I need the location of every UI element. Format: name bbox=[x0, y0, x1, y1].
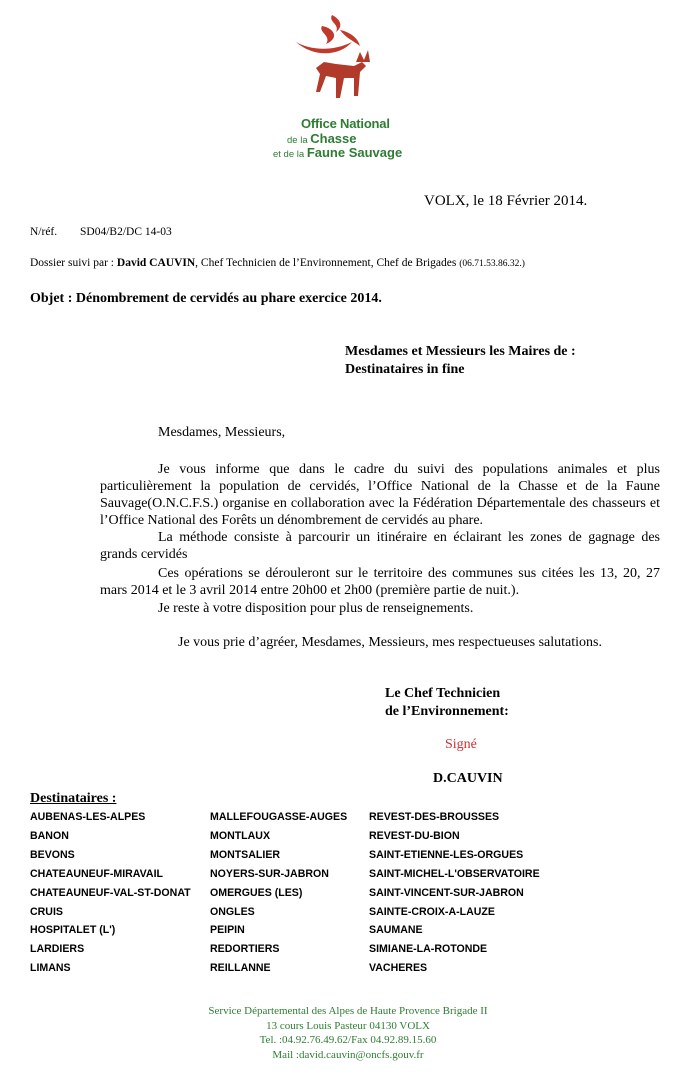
recipients-column-2 bbox=[210, 808, 347, 978]
reference-label: N/réf. bbox=[30, 226, 58, 238]
recipient-commune: BANON bbox=[30, 829, 69, 842]
recipient-commune: MONTLAUX bbox=[210, 829, 271, 842]
salutation: Mesdames, Messieurs, bbox=[158, 425, 286, 440]
recipient-commune: LARDIERS bbox=[30, 943, 85, 956]
dossier-line bbox=[30, 257, 525, 269]
recipients-column-1 bbox=[30, 808, 191, 978]
recipient-commune: SAINT-VINCENT-SUR-JABRON bbox=[369, 886, 524, 899]
recipient-commune: NOYERS-SUR-JABRON bbox=[210, 867, 329, 880]
deer-emblem-icon bbox=[270, 12, 430, 112]
letter-subject: Objet : Dénombrement de cervidés au phare exercice 2014. bbox=[30, 291, 382, 306]
recipient-commune: PEIPIN bbox=[210, 924, 245, 937]
recipient-commune: SAINTE-CROIX-A-LAUZE bbox=[369, 905, 495, 918]
recipient-commune: REILLANNE bbox=[210, 962, 271, 975]
logo-line-3: et de la Faune Sauvage bbox=[273, 145, 403, 160]
recipient-commune: VACHERES bbox=[369, 962, 428, 975]
signature-title-line-1: Le Chef Technicien bbox=[385, 686, 501, 701]
recipient-commune: BEVONS bbox=[30, 848, 75, 861]
signatory-name: D.CAUVIN bbox=[433, 771, 503, 786]
recipient-commune: ONGLES bbox=[210, 905, 255, 918]
dossier-phone: (06.71.53.86.32.) bbox=[459, 259, 525, 269]
signature-title-line-2: de l’Environnement: bbox=[385, 704, 509, 719]
footer-service: Service Départemental des Alpes de Haute Provence Brigade II bbox=[208, 1005, 488, 1017]
letter-date: VOLX, le 18 Février 2014. bbox=[424, 193, 588, 209]
recipients-heading: Destinataires : bbox=[30, 791, 117, 806]
dossier-prefix: Dossier suivi par : bbox=[30, 257, 117, 269]
recipient-commune: REVEST-DU-BION bbox=[369, 829, 460, 842]
oncfs-logo bbox=[270, 12, 430, 164]
reference-value: SD04/B2/DC 14-03 bbox=[80, 226, 172, 238]
recipient-commune: CRUIS bbox=[30, 905, 63, 918]
recipient-line-2: Destinataires in fine bbox=[345, 362, 465, 377]
recipient-block bbox=[345, 343, 576, 379]
footer-address: 13 cours Louis Pasteur 04130 VOLX bbox=[266, 1019, 430, 1032]
signed-mark: Signé bbox=[445, 737, 477, 752]
recipient-commune: REVEST-DES-BROUSSES bbox=[369, 811, 500, 823]
logo-line-1: Office National bbox=[301, 116, 390, 131]
recipients-column-3 bbox=[369, 808, 540, 978]
footer-phone: Tel. :04.92.76.49.62/Fax 04.92.89.15.60 bbox=[259, 1034, 437, 1046]
recipient-commune: CHATEAUNEUF-VAL-ST-DONAT bbox=[30, 886, 191, 899]
recipient-commune: MALLEFOUGASSE-AUGES bbox=[210, 811, 348, 823]
recipient-commune: SAINT-MICHEL-L'OBSERVATOIRE bbox=[369, 867, 540, 880]
recipient-commune: HOSPITALET (L') bbox=[30, 924, 116, 937]
recipient-commune: SIMIANE-LA-ROTONDE bbox=[369, 943, 488, 956]
recipient-commune: LIMANS bbox=[30, 962, 71, 975]
body-paragraph-3: Ces opérations se dérouleront sur le territoire des communes sus citées les 13, 20, 27 mars 2014 et le 3 avril 2014 entre 20h00 et 2h00 (première partie de nuit.). bbox=[100, 566, 660, 598]
letter-footer bbox=[0, 1004, 696, 1062]
recipient-commune: REDORTIERS bbox=[210, 943, 280, 956]
body-paragraph-2: La méthode consiste à parcourir un itinéraire en éclairant les zones de gagnage des grands cervidés bbox=[100, 530, 660, 562]
signature-title bbox=[385, 685, 509, 721]
recipient-commune: SAINT-ETIENNE-LES-ORGUES bbox=[369, 848, 524, 861]
recipient-commune: MONTSALIER bbox=[210, 848, 281, 861]
recipient-commune: OMERGUES (LES) bbox=[210, 886, 303, 899]
dossier-role: , Chef Technicien de l’Environnement, Chef de Brigades bbox=[195, 257, 460, 269]
logo-line-2: de la Chasse bbox=[287, 131, 357, 146]
recipient-commune: AUBENAS-LES-ALPES bbox=[30, 811, 146, 823]
dossier-name: David CAUVIN bbox=[116, 257, 196, 269]
body-paragraph-1: Je vous informe que dans le cadre du suivi des populations animales et plus particulièrement la population de cervidés, l’Office National de la Chasse et de la Faune Sauvage(O.N.C.F.S.) organise en collaboration avec la Fédération Départementale des chasseurs et l’Office National des Forêts un dénombrement de cervidés au phare. bbox=[100, 462, 660, 528]
body-paragraph-4: Je reste à votre disposition pour plus de renseignements. bbox=[158, 601, 474, 616]
recipient-line-1: Mesdames et Messieurs les Maires de : bbox=[345, 344, 576, 359]
footer-email[interactable]: Mail :david.cauvin@oncfs.gouv.fr bbox=[272, 1048, 424, 1061]
closing-formula: Je vous prie d’agréer, Mesdames, Messieurs, mes respectueuses salutations. bbox=[178, 635, 602, 650]
recipient-commune: SAUMANE bbox=[369, 924, 423, 937]
recipient-commune: CHATEAUNEUF-MIRAVAIL bbox=[30, 867, 163, 880]
